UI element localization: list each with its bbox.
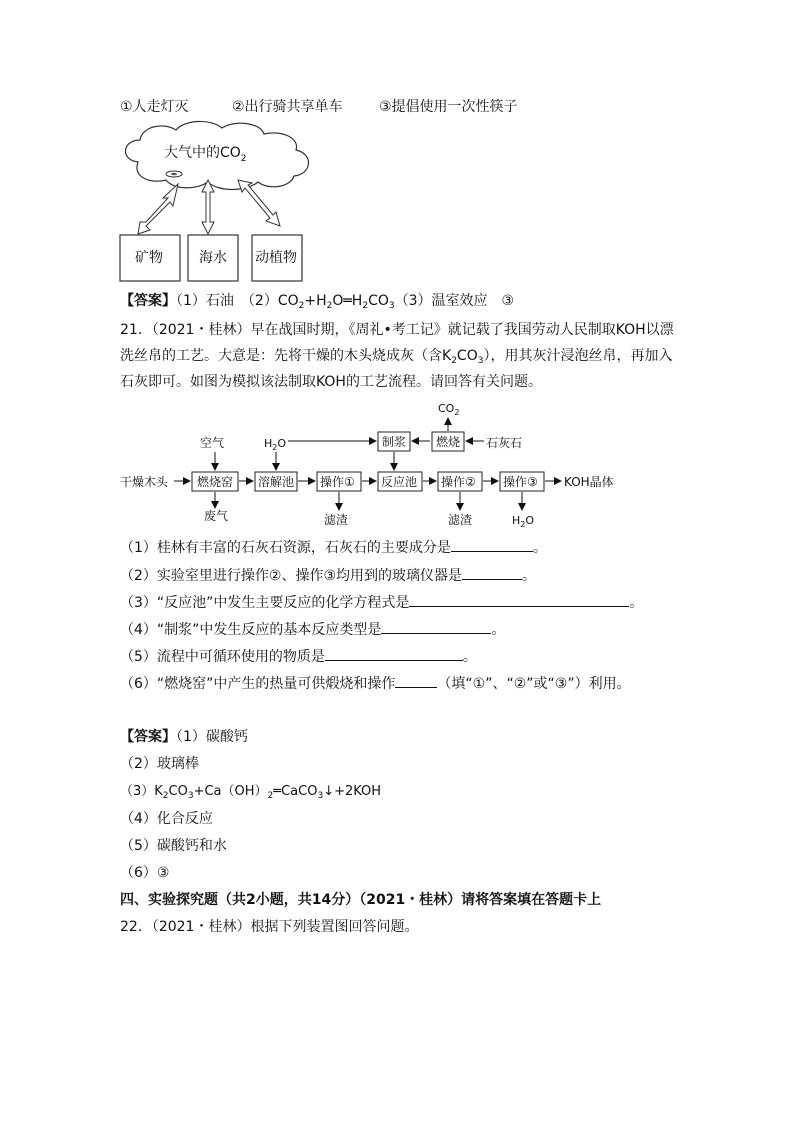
- box-seawater-label: 海水: [199, 250, 227, 266]
- q22-text: 22．（2021・桂林）根据下列装置图回答问题。: [120, 919, 419, 935]
- answer-blank-5[interactable]: [325, 647, 463, 661]
- label-caozuo1: 操作①: [320, 475, 355, 489]
- carbon-cycle-diagram: [118, 118, 318, 288]
- answer-21-1: 【答案】（1）碳酸钙: [120, 729, 248, 745]
- label-zhijiang: 制浆: [382, 435, 407, 449]
- answer-blank-6[interactable]: [395, 674, 437, 688]
- answer-21-4: （4）化合反应: [120, 811, 213, 827]
- flow-residue-2: 滤渣: [448, 513, 473, 527]
- flow-koh: KOH晶体: [564, 475, 614, 489]
- label-rongjiechi: 溶解池: [258, 475, 295, 489]
- svg-text:CO2: $CO_2$: [438, 402, 460, 417]
- q21-line3: 石灰即可。如图为模拟该法制取KOH的工艺流程。请回答有关问题。: [120, 374, 542, 390]
- flow-co2: CO: [438, 402, 455, 415]
- flow-waste-gas: 废气: [204, 509, 229, 523]
- flow-air: 空气: [200, 436, 225, 450]
- box-plants-label: 动植物: [255, 250, 297, 266]
- answer-21-2: （2）玻璃棒: [120, 756, 199, 772]
- option-1: ①人走灯灭: [120, 99, 189, 115]
- arrow-mineral: [138, 184, 178, 234]
- section-4-heading: 四、实验探究题（共2小题，共14分）（2021・桂林）请将答案填在答题卡上: [120, 892, 602, 908]
- q21-sub6: （6）“燃烧窑”中产生的热量可供煅烧和操作 （填“①”、“②”或“③”）利用。: [120, 676, 631, 692]
- label-caozuo3: 操作③: [503, 475, 538, 489]
- flow-h2o: H: [264, 437, 273, 450]
- q21-sub5: （5）流程中可循环使用的物质是 。: [120, 649, 477, 665]
- box-mineral-label: 矿物: [135, 250, 163, 266]
- arrow-seawater: [202, 180, 214, 234]
- answer-21-6: （6）③: [120, 865, 170, 881]
- q21-sub2: （2）实验室里进行操作②、操作③均用到的玻璃仪器是 。: [120, 568, 537, 584]
- q21-sub1: （1）桂林有丰富的石灰石资源，石灰石的主要成分是 。: [120, 540, 547, 556]
- q21-line1: 21．（2021・桂林）早在战国时期，《周礼•考工记》就记载了我国劳动人民制取KOH以漂: [120, 322, 674, 338]
- flow-residue-1: 滤渣: [324, 513, 349, 527]
- cloud-text-sub: 2: [240, 154, 247, 164]
- q21-line2: 洗丝帛的工艺。大意是：先将干燥的木头烧成灰（含$K_2CO_3$），用其灰汁浸泡丝帛，再加入: [120, 348, 673, 366]
- answer-21-5: （5）碳酸钙和水: [120, 838, 227, 854]
- answer-blank-2[interactable]: [462, 566, 522, 580]
- answer-blank-4[interactable]: [381, 620, 491, 634]
- label-ranshaoyao: 燃烧窑: [197, 475, 234, 489]
- flow-limestone: 石灰石: [486, 436, 523, 450]
- svg-text:H2O: $H_2O$: [264, 437, 287, 452]
- label-ranshao: 燃烧: [436, 435, 461, 449]
- flow-h2o-out: H: [512, 514, 521, 527]
- cloud-text: 大气中的CO: [164, 145, 241, 161]
- q21-sub3: （3）“反应池”中发生主要反应的化学方程式是 。: [120, 595, 644, 611]
- option-3: ③提倡使用一次性筷子: [379, 99, 518, 115]
- option-2: ②出行骑共享单车: [232, 99, 343, 115]
- answer-21-3: $(3)K_2CO_3+Ca(OH)_2═CaCO_3↓+2KOH$: [120, 784, 382, 801]
- process-flow-diagram: [118, 398, 638, 530]
- svg-text:H2O: $H_2O$: [512, 514, 535, 529]
- label-caozuo2: 操作②: [441, 475, 476, 489]
- label-fanyingchi: 反应池: [381, 475, 418, 489]
- q21-sub4: （4）“制浆”中发生反应的基本反应类型是 。: [120, 622, 506, 638]
- answer-blank-3[interactable]: [409, 593, 629, 607]
- flow-dry-wood: 干燥木头: [120, 475, 169, 489]
- answer-20: 【答案】（1）石油 $(2)CO_2+H_2O═H_2CO_3(3)$温室效应 ③: [120, 293, 515, 311]
- answer-blank-1[interactable]: [451, 538, 533, 552]
